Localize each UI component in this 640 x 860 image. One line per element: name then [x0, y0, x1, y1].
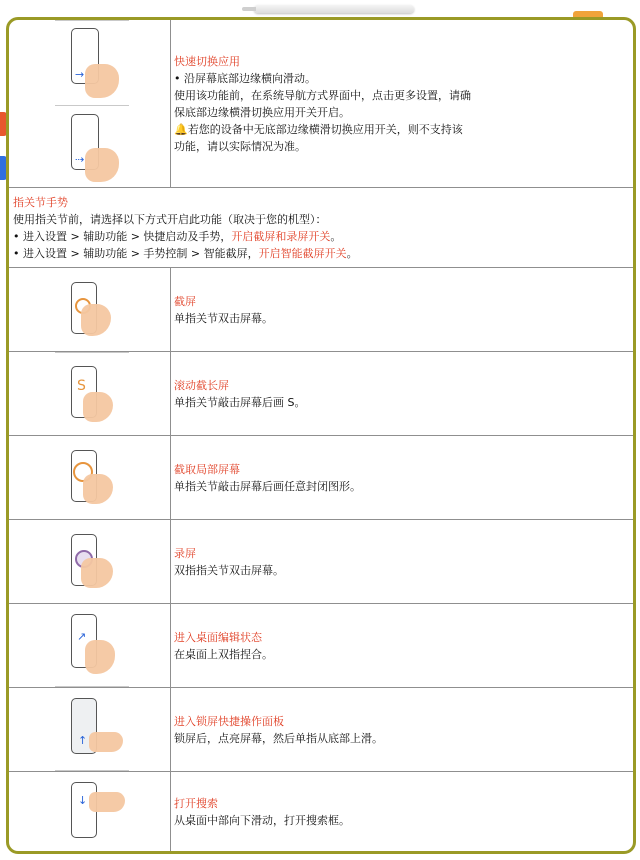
- option-end: 。: [330, 230, 342, 243]
- gesture-desc: 双指指关节双击屏幕。: [174, 563, 284, 577]
- gesture-row-edit: [9, 604, 633, 688]
- stylus-tip: [242, 7, 256, 11]
- gesture-text: [171, 688, 383, 771]
- hand-image: [85, 64, 119, 98]
- bell-warning-icon: 🔔: [174, 122, 188, 136]
- gesture-text: [171, 268, 273, 351]
- hand-image: [89, 732, 123, 752]
- gesture-title: 进入锁屏快捷操作面板: [174, 714, 284, 728]
- gesture-illustration: [9, 436, 171, 519]
- gesture-illustration: [9, 688, 171, 771]
- swipe-arrow-icon: ⇢: [75, 153, 85, 166]
- quick-switch-row: [9, 20, 633, 188]
- swipe-up-arrow-icon: ↑: [78, 734, 88, 747]
- quick-switch-line: 使用该功能前，在系统导航方式界面中，点击更多设置，请确: [174, 88, 471, 102]
- quick-switch-text: [171, 20, 471, 187]
- knuckle-title: 指关节手势: [13, 196, 68, 209]
- hand-image: [89, 792, 125, 812]
- option-end: 。: [346, 247, 358, 260]
- hand-image: [85, 148, 119, 182]
- option-text: • 进入设置 > 辅助功能 > 快捷启动及手势，: [13, 230, 232, 243]
- option-highlight: 开启截屏和录屏开关: [231, 230, 331, 243]
- gesture-row-record: [9, 520, 633, 604]
- quick-switch-illustration: [9, 20, 171, 187]
- hand-image: [81, 558, 113, 588]
- swipe-arrow-icon: →: [75, 68, 85, 81]
- scroll-s-mark: S: [77, 378, 86, 394]
- quick-switch-warning: [174, 121, 471, 138]
- gesture-row-scroll: [9, 352, 633, 436]
- swipe-down-arrow-icon: ↓: [78, 794, 88, 807]
- gesture-row-lockscreen: [9, 688, 633, 772]
- gesture-title: 进入桌面编辑状态: [174, 630, 262, 644]
- gesture-desc: 单指关节双击屏幕。: [174, 311, 273, 325]
- gesture-desc: 锁屏后，点亮屏幕，然后单指从底部上滑。: [174, 731, 383, 745]
- gesture-title: 滚动截长屏: [174, 378, 229, 392]
- knuckle-intro: 使用指关节前，请选择以下方式开启此功能（取决于您的机型）：: [13, 213, 327, 226]
- quick-switch-line: • 沿屏幕底部边缘横向滑动。: [174, 71, 316, 85]
- image-divider: [55, 770, 129, 771]
- gesture-illustration: [9, 268, 171, 351]
- gesture-illustration: [9, 772, 171, 851]
- gesture-desc: 单指关节敲击屏幕后画任意封闭图形。: [174, 479, 361, 493]
- gesture-text: [171, 604, 273, 687]
- gesture-illustration: [9, 520, 171, 603]
- gesture-illustration: [9, 604, 171, 687]
- hand-image: [81, 304, 111, 336]
- gesture-title: 截屏: [174, 294, 196, 308]
- knuckle-option: [13, 245, 629, 262]
- stylus-pencil: [254, 5, 414, 13]
- quick-switch-title: 快速切换应用: [174, 54, 240, 68]
- gesture-title: 打开搜索: [174, 796, 218, 810]
- hand-image: [85, 640, 115, 674]
- gesture-desc: 单指关节敲击屏幕后画 S。: [174, 395, 306, 409]
- gesture-row-search: [9, 772, 633, 851]
- knuckle-section: [9, 188, 633, 268]
- image-divider: [55, 20, 129, 21]
- gesture-text: [171, 772, 350, 851]
- pinch-arrow-icon: ↗: [77, 630, 87, 643]
- gesture-text: [171, 352, 305, 435]
- gesture-title: 截取局部屏幕: [174, 462, 240, 476]
- gesture-title: 录屏: [174, 546, 196, 560]
- option-highlight: 开启智能截屏开关: [258, 247, 347, 260]
- gesture-row-partial: [9, 436, 633, 520]
- gesture-text: [171, 520, 284, 603]
- hand-image: [83, 474, 113, 504]
- gesture-row-screenshot: [9, 268, 633, 352]
- warning-text: 若您的设备中无底部边缘横滑切换应用开关，则不支持该: [187, 122, 463, 136]
- quick-switch-line: 功能，请以实际情况为准。: [174, 139, 306, 153]
- gesture-desc: 从桌面中部向下滑动，打开搜索框。: [174, 813, 350, 827]
- option-text: • 进入设置 > 辅助功能 > 手势控制 > 智能截屏，: [13, 247, 259, 260]
- document-page: [6, 17, 636, 854]
- image-divider: [55, 686, 129, 687]
- knuckle-option: [13, 228, 629, 245]
- image-divider: [55, 105, 129, 106]
- gesture-text: [171, 436, 361, 519]
- gesture-illustration: [9, 352, 171, 435]
- image-divider: [55, 352, 129, 353]
- hand-image: [83, 392, 113, 422]
- quick-switch-line: 保底部边缘横滑切换应用开关开启。: [174, 105, 350, 119]
- gesture-desc: 在桌面上双指捏合。: [174, 647, 273, 661]
